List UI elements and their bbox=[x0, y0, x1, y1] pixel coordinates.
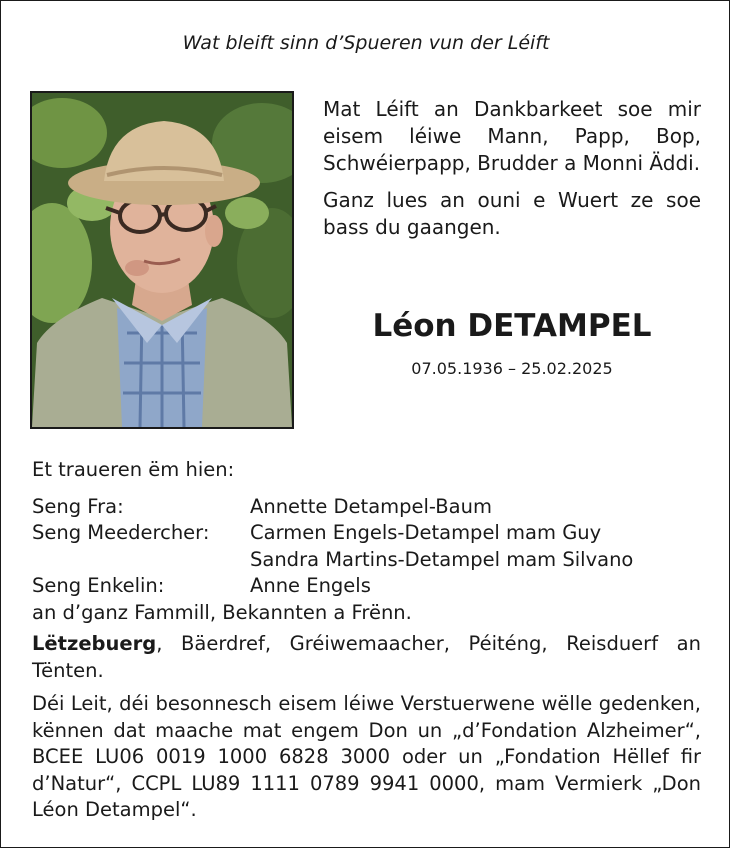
mourner-label: Seng Enkelin: bbox=[32, 574, 165, 597]
intro-paragraph-1: Mat Léift an Dankbarkeet soe mir eisem léiwe Mann, Papp, Bop, Schwéierpapp, Brudder a Monni Äddi. bbox=[323, 97, 701, 175]
mourner-names bbox=[250, 520, 633, 573]
mourner-row bbox=[32, 494, 702, 521]
motto: Wat bleift sinn d’Spueren vun der Léift bbox=[182, 32, 550, 54]
mourners-heading: Et traueren ëm hien: bbox=[32, 458, 235, 481]
mourner-names bbox=[250, 573, 371, 600]
mourner-label: Seng Fra: bbox=[32, 494, 124, 518]
mourners-section bbox=[32, 457, 702, 626]
mourner-name: Annette Detampel-Baum bbox=[250, 494, 492, 518]
portrait-photo bbox=[30, 91, 294, 429]
mourner-row bbox=[32, 573, 702, 600]
place-rest: , Bäerdref, Gréiwemaacher, Péiténg, Reisduerf an Tënten. bbox=[32, 632, 701, 682]
mourner-names bbox=[250, 494, 492, 521]
intro-paragraph-2: Ganz lues an ouni e Wuert ze soe bass du gaangen. bbox=[323, 188, 701, 239]
place-main: Lëtzebuerg bbox=[32, 632, 157, 655]
mourner-name: Anne Engels bbox=[250, 574, 371, 597]
portrait-illustration bbox=[32, 93, 292, 427]
intro-text bbox=[323, 96, 701, 251]
mourner-name: Sandra Martins-Detampel mam Silvano bbox=[250, 547, 634, 571]
mourner-name: Carmen Engels-Detampel mam Guy bbox=[250, 521, 602, 544]
mourners-closing: an d’ganz Fammill, Bekannten a Frënn. bbox=[32, 600, 412, 624]
donation-note: Déi Leit, déi besonnesch eisem léiwe Verstuerwene wëlle gedenken, kënnen dat maache mat engem Don un „d’Fondation Alzheimer“, BCEE LU06 0019 1000 6828 3000 oder un „Fondation Hëllef fir d’Natur“, CCPL LU89 1111 0789 9941 0000, mam Vermierk „Don Léon Detampel“. bbox=[32, 692, 701, 821]
deceased-name: Léon DETAMPEL bbox=[372, 308, 652, 344]
life-dates: 07.05.1936 – 25.02.2025 bbox=[411, 359, 613, 378]
mourner-label: Seng Meedercher: bbox=[32, 521, 210, 544]
places bbox=[32, 631, 701, 684]
mourner-row bbox=[32, 520, 702, 573]
